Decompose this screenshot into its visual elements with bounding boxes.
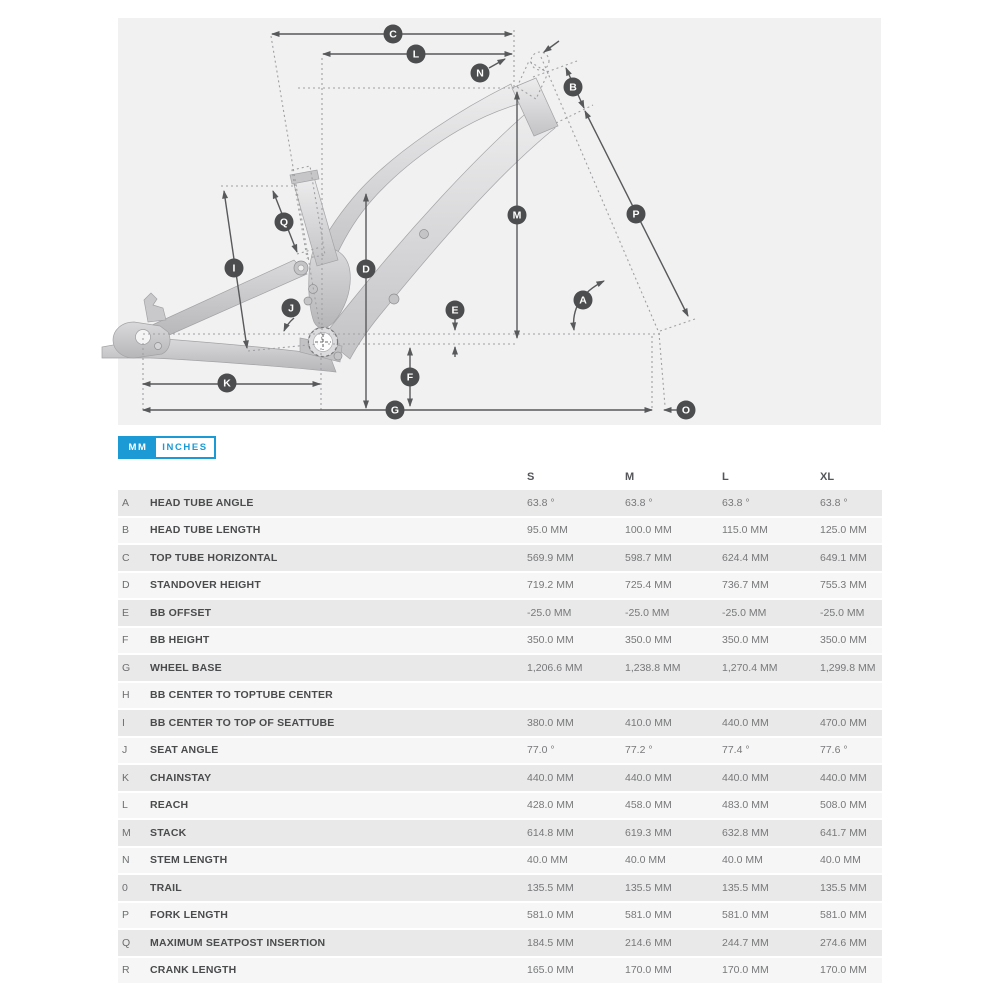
table-row [118, 738, 882, 766]
row-value-l: 440.0 MM [722, 716, 769, 729]
row-value-s: 77.0 ° [527, 744, 555, 757]
row-value-m: 410.0 MM [625, 716, 672, 729]
row-label: TOP TUBE HORIZONTAL [150, 551, 278, 564]
row-label: MAXIMUM SEATPOST INSERTION [150, 936, 326, 949]
svg-text:F: F [406, 371, 414, 384]
row-value-s: 165.0 MM [527, 964, 574, 977]
row-value-xl: 649.1 MM [820, 551, 867, 564]
row-value-xl: 135.5 MM [820, 881, 867, 894]
row-label: BB OFFSET [150, 606, 212, 619]
row-value-m: 170.0 MM [625, 964, 672, 977]
table-row [118, 518, 882, 546]
unit-toggle[interactable] [118, 436, 216, 459]
row-value-l: 135.5 MM [722, 881, 769, 894]
row-value-xl: 1,299.8 MM [820, 661, 876, 674]
size-header-m: M [625, 471, 635, 483]
row-value-l: -25.0 MM [722, 606, 767, 619]
row-letter: K [122, 771, 130, 784]
row-value-m: 214.6 MM [625, 936, 672, 949]
row-label: CHAINSTAY [150, 771, 212, 784]
row-letter: M [122, 826, 131, 839]
row-value-l: 736.7 MM [722, 579, 769, 592]
row-value-m: 598.7 MM [625, 551, 672, 564]
svg-text:N: N [476, 67, 484, 80]
row-value-m: 100.0 MM [625, 524, 672, 537]
table-row [118, 930, 882, 958]
row-value-s: 569.9 MM [527, 551, 574, 564]
row-value-s: 614.8 MM [527, 826, 574, 839]
svg-text:L: L [412, 48, 420, 61]
badge-G [386, 401, 405, 420]
row-label: HEAD TUBE ANGLE [150, 496, 254, 509]
badge-E [446, 301, 465, 320]
row-value-m: 77.2 ° [625, 744, 653, 757]
table-row [118, 573, 882, 601]
row-value-m: 350.0 MM [625, 634, 672, 647]
size-header-xl: XL [820, 471, 835, 483]
badge-A [574, 291, 593, 310]
size-header-l: L [722, 471, 729, 483]
row-value-s: 1,206.6 MM [527, 661, 583, 674]
row-value-s: 428.0 MM [527, 799, 574, 812]
row-value-s: 350.0 MM [527, 634, 574, 647]
table-row [118, 683, 882, 711]
row-value-xl: 755.3 MM [820, 579, 867, 592]
row-value-l: 624.4 MM [722, 551, 769, 564]
badge-P [627, 205, 646, 224]
row-value-xl: 350.0 MM [820, 634, 867, 647]
row-value-l: 63.8 ° [722, 496, 750, 509]
svg-text:A: A [579, 294, 587, 307]
table-row [118, 710, 882, 738]
row-letter: D [122, 579, 130, 592]
row-value-l: 244.7 MM [722, 936, 769, 949]
row-value-l: 440.0 MM [722, 771, 769, 784]
badge-N [471, 64, 490, 83]
row-label: HEAD TUBE LENGTH [150, 524, 261, 537]
row-letter: E [122, 606, 130, 619]
row-value-s: 440.0 MM [527, 771, 574, 784]
badge-L [407, 45, 426, 64]
row-letter: B [122, 524, 130, 537]
row-value-l: 632.8 MM [722, 826, 769, 839]
row-value-xl: 641.7 MM [820, 826, 867, 839]
row-value-s: 184.5 MM [527, 936, 574, 949]
row-label: SEAT ANGLE [150, 744, 219, 757]
row-value-s: 135.5 MM [527, 881, 574, 894]
badge-C [384, 25, 403, 44]
row-value-xl: 40.0 MM [820, 854, 861, 867]
svg-text:B: B [569, 81, 577, 94]
row-letter: Q [122, 936, 131, 949]
row-value-xl: 63.8 ° [820, 496, 848, 509]
badge-J [282, 299, 301, 318]
row-value-l: 170.0 MM [722, 964, 769, 977]
badge-D [357, 260, 376, 279]
row-value-m: 40.0 MM [625, 854, 666, 867]
row-letter: L [122, 799, 128, 812]
row-value-m: 725.4 MM [625, 579, 672, 592]
row-value-l: 40.0 MM [722, 854, 763, 867]
row-letter: A [122, 496, 130, 509]
row-letter: P [122, 909, 130, 922]
svg-text:I: I [232, 262, 236, 275]
badge-B [564, 78, 583, 97]
badge-M [508, 206, 527, 225]
row-letter: 0 [122, 881, 128, 894]
table-row [118, 545, 882, 573]
row-value-xl: 125.0 MM [820, 524, 867, 537]
row-value-m: 581.0 MM [625, 909, 672, 922]
row-label: STEM LENGTH [150, 854, 228, 867]
row-value-l: 115.0 MM [722, 524, 768, 537]
table-row [118, 765, 882, 793]
row-label: BB HEIGHT [150, 634, 210, 647]
table-row [118, 958, 882, 986]
svg-text:D: D [362, 263, 370, 276]
row-letter: H [122, 689, 130, 702]
row-letter: R [122, 964, 130, 977]
row-label: TRAIL [150, 881, 182, 894]
row-value-l: 483.0 MM [722, 799, 769, 812]
table-row [118, 655, 882, 683]
row-value-xl: 581.0 MM [820, 909, 867, 922]
row-letter: I [122, 716, 125, 729]
svg-text:Q: Q [279, 216, 289, 229]
geometry-diagram [0, 0, 1000, 442]
svg-text:O: O [681, 404, 691, 417]
table-row [118, 848, 882, 876]
row-value-s: 63.8 ° [527, 496, 555, 509]
row-label: BB CENTER TO TOP OF SEATTUBE [150, 716, 335, 729]
row-letter: G [122, 661, 131, 674]
mm-toggle-button[interactable]: MM [120, 438, 156, 457]
row-value-s: 581.0 MM [527, 909, 574, 922]
row-label: FORK LENGTH [150, 909, 229, 922]
row-value-xl: -25.0 MM [820, 606, 865, 619]
row-value-xl: 470.0 MM [820, 716, 867, 729]
table-row [118, 628, 882, 656]
badge-O [677, 401, 696, 420]
row-value-m: 440.0 MM [625, 771, 672, 784]
row-value-s: 95.0 MM [527, 524, 568, 537]
badge-K [218, 374, 237, 393]
badge-I [225, 259, 244, 278]
row-value-l: 1,270.4 MM [722, 661, 778, 674]
row-value-m: -25.0 MM [625, 606, 670, 619]
table-row [118, 820, 882, 848]
row-value-xl: 274.6 MM [820, 936, 867, 949]
svg-text:P: P [632, 208, 640, 221]
table-row [118, 600, 882, 628]
row-value-s: 380.0 MM [527, 716, 574, 729]
row-value-s: 719.2 MM [527, 579, 574, 592]
row-value-l: 581.0 MM [722, 909, 769, 922]
svg-text:J: J [288, 302, 294, 315]
svg-text:E: E [451, 304, 459, 317]
row-label: BB CENTER TO TOPTUBE CENTER [150, 689, 333, 702]
row-label: CRANK LENGTH [150, 964, 237, 977]
row-value-m: 1,238.8 MM [625, 661, 681, 674]
inches-toggle-button[interactable]: INCHES [156, 438, 214, 457]
svg-text:K: K [223, 377, 231, 390]
row-value-l: 77.4 ° [722, 744, 750, 757]
row-label: STANDOVER HEIGHT [150, 579, 261, 592]
row-label: WHEEL BASE [150, 661, 222, 674]
row-label: STACK [150, 826, 187, 839]
row-letter: J [122, 744, 128, 757]
row-letter: N [122, 854, 130, 867]
row-value-m: 458.0 MM [625, 799, 672, 812]
row-value-m: 135.5 MM [625, 881, 672, 894]
row-label: REACH [150, 799, 189, 812]
size-header-s: S [527, 471, 535, 483]
table-row [118, 793, 882, 821]
geometry-table [118, 464, 882, 985]
row-value-xl: 77.6 ° [820, 744, 848, 757]
table-body [118, 490, 882, 985]
table-row [118, 875, 882, 903]
row-letter: C [122, 551, 130, 564]
row-value-l: 350.0 MM [722, 634, 769, 647]
row-value-m: 63.8 ° [625, 496, 653, 509]
table-row [118, 490, 882, 518]
badge-Q [275, 213, 294, 232]
row-value-m: 619.3 MM [625, 826, 672, 839]
table-header [118, 464, 882, 490]
svg-text:M: M [512, 209, 522, 222]
table-row [118, 903, 882, 931]
svg-text:G: G [390, 404, 400, 417]
svg-text:C: C [389, 28, 397, 41]
row-value-xl: 170.0 MM [820, 964, 867, 977]
diagram-panel [118, 18, 881, 425]
row-value-s: 40.0 MM [527, 854, 568, 867]
row-value-s: -25.0 MM [527, 606, 572, 619]
badge-F [401, 368, 420, 387]
row-value-xl: 508.0 MM [820, 799, 867, 812]
row-value-xl: 440.0 MM [820, 771, 867, 784]
row-letter: F [122, 634, 129, 647]
